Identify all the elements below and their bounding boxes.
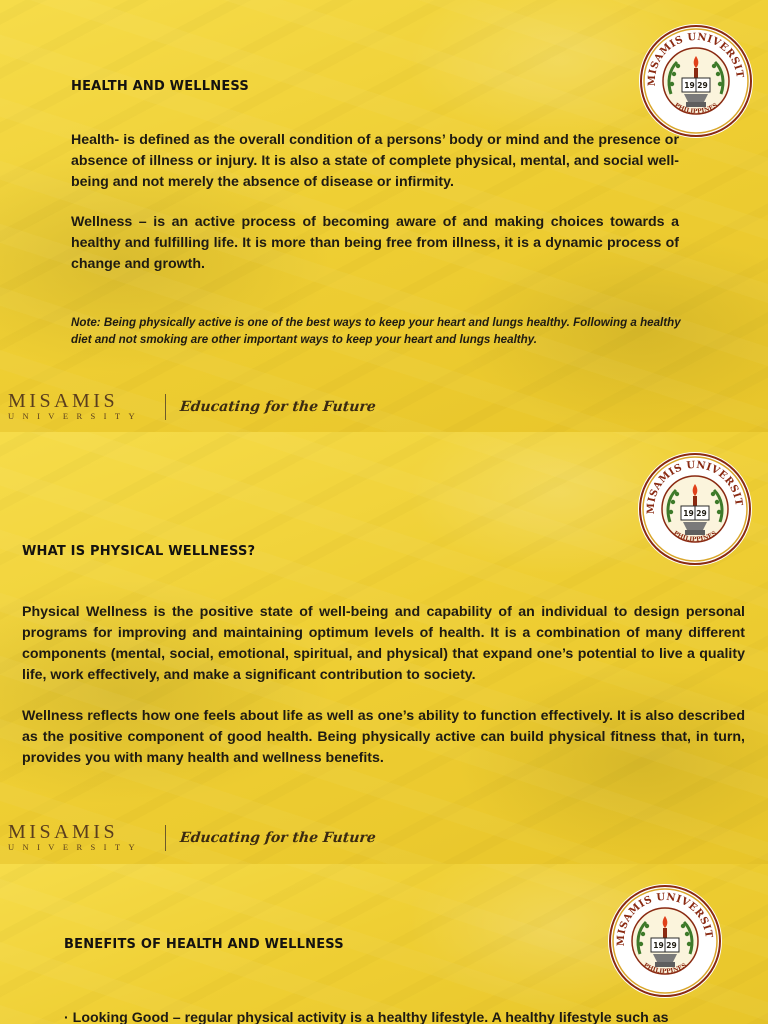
brand-name: MISAMIS — [8, 390, 119, 412]
seal-emblem-icon — [636, 450, 754, 568]
slide-heading: BENEFITS OF HEALTH AND WELLNESS — [64, 937, 344, 952]
seal-top-text: MISAMIS UNIVERSIT — [615, 891, 715, 947]
seal-bottom-text: PHILIPPINES — [673, 101, 719, 116]
seal-bottom-text: PHILIPPINES — [672, 529, 718, 544]
university-wordmark — [8, 822, 143, 853]
paragraph-physical-wellness-definition: Physical Wellness is the positive state of well-being and capability of an individual to design personal programs for improving and maintaining optimum levels of health. It is a combination of many different components (mental, social, emotional, spiritual, and physical) that expand one’s potential to live a quality life, work effectively, and make a significant contribution to society. — [22, 604, 745, 683]
tagline: Educating for the Future — [179, 829, 377, 846]
note-text: Note: Being physically active is one of the best ways to keep your heart and lungs healthy. Following a healthy diet and not smoking are other important ways to keep your heart and lungs healthy. — [71, 316, 681, 346]
brand-divider — [165, 394, 166, 420]
paragraph-wellness-reflection: Wellness reflects how one feels about life as well as one’s ability to function effectively. It is also described as the positive component of good health. Being physically active can build physical fitness that, in turn, provides you with many health and wellness benefits. — [22, 708, 745, 766]
slide-benefits — [0, 864, 768, 1024]
paragraph-health-definition: Health- is defined as the overall condition of a persons’ body or mind and the presence or absence of illness or injury. It is also a state of complete physical, mental, and social well-being and not merely the absence of disease or infirmity. — [71, 132, 679, 190]
footer-branding — [8, 822, 376, 853]
seal-top-text: MISAMIS UNIVERSIT — [645, 459, 745, 515]
footer-branding — [8, 391, 376, 422]
brand-subtitle: UNIVERSITY — [8, 411, 143, 421]
seal-year: 19 29 — [684, 81, 708, 90]
seal-emblem-icon — [637, 22, 755, 140]
university-seal — [636, 450, 754, 568]
seal-bottom-text: PHILIPPINES — [642, 961, 688, 976]
brand-name: MISAMIS — [8, 821, 119, 843]
brand-divider — [165, 825, 166, 851]
paragraph-looking-good: · Looking Good – regular physical activity is a healthy lifestyle. A healthy lifestyle such as — [64, 1010, 669, 1024]
slide-heading: WHAT IS PHYSICAL WELLNESS? — [22, 544, 256, 559]
seal-emblem-icon — [606, 882, 724, 1000]
brand-subtitle: UNIVERSITY — [8, 842, 143, 852]
university-seal — [606, 882, 724, 1000]
slide-heading: HEALTH AND WELLNESS — [71, 79, 249, 94]
university-wordmark — [8, 391, 143, 422]
slide-health-and-wellness — [0, 0, 768, 432]
paragraph-wellness-definition: Wellness – is an active process of becoming aware of and making choices towards a healthy and fulfilling life. It is more than being free from illness, it is a dynamic process of change and growth. — [71, 214, 679, 272]
slide-physical-wellness — [0, 432, 768, 864]
seal-year: 19 29 — [653, 941, 677, 950]
tagline: Educating for the Future — [179, 398, 377, 415]
seal-year: 19 29 — [683, 509, 707, 518]
university-seal — [637, 22, 755, 140]
seal-top-text: MISAMIS UNIVERSIT — [646, 31, 746, 87]
